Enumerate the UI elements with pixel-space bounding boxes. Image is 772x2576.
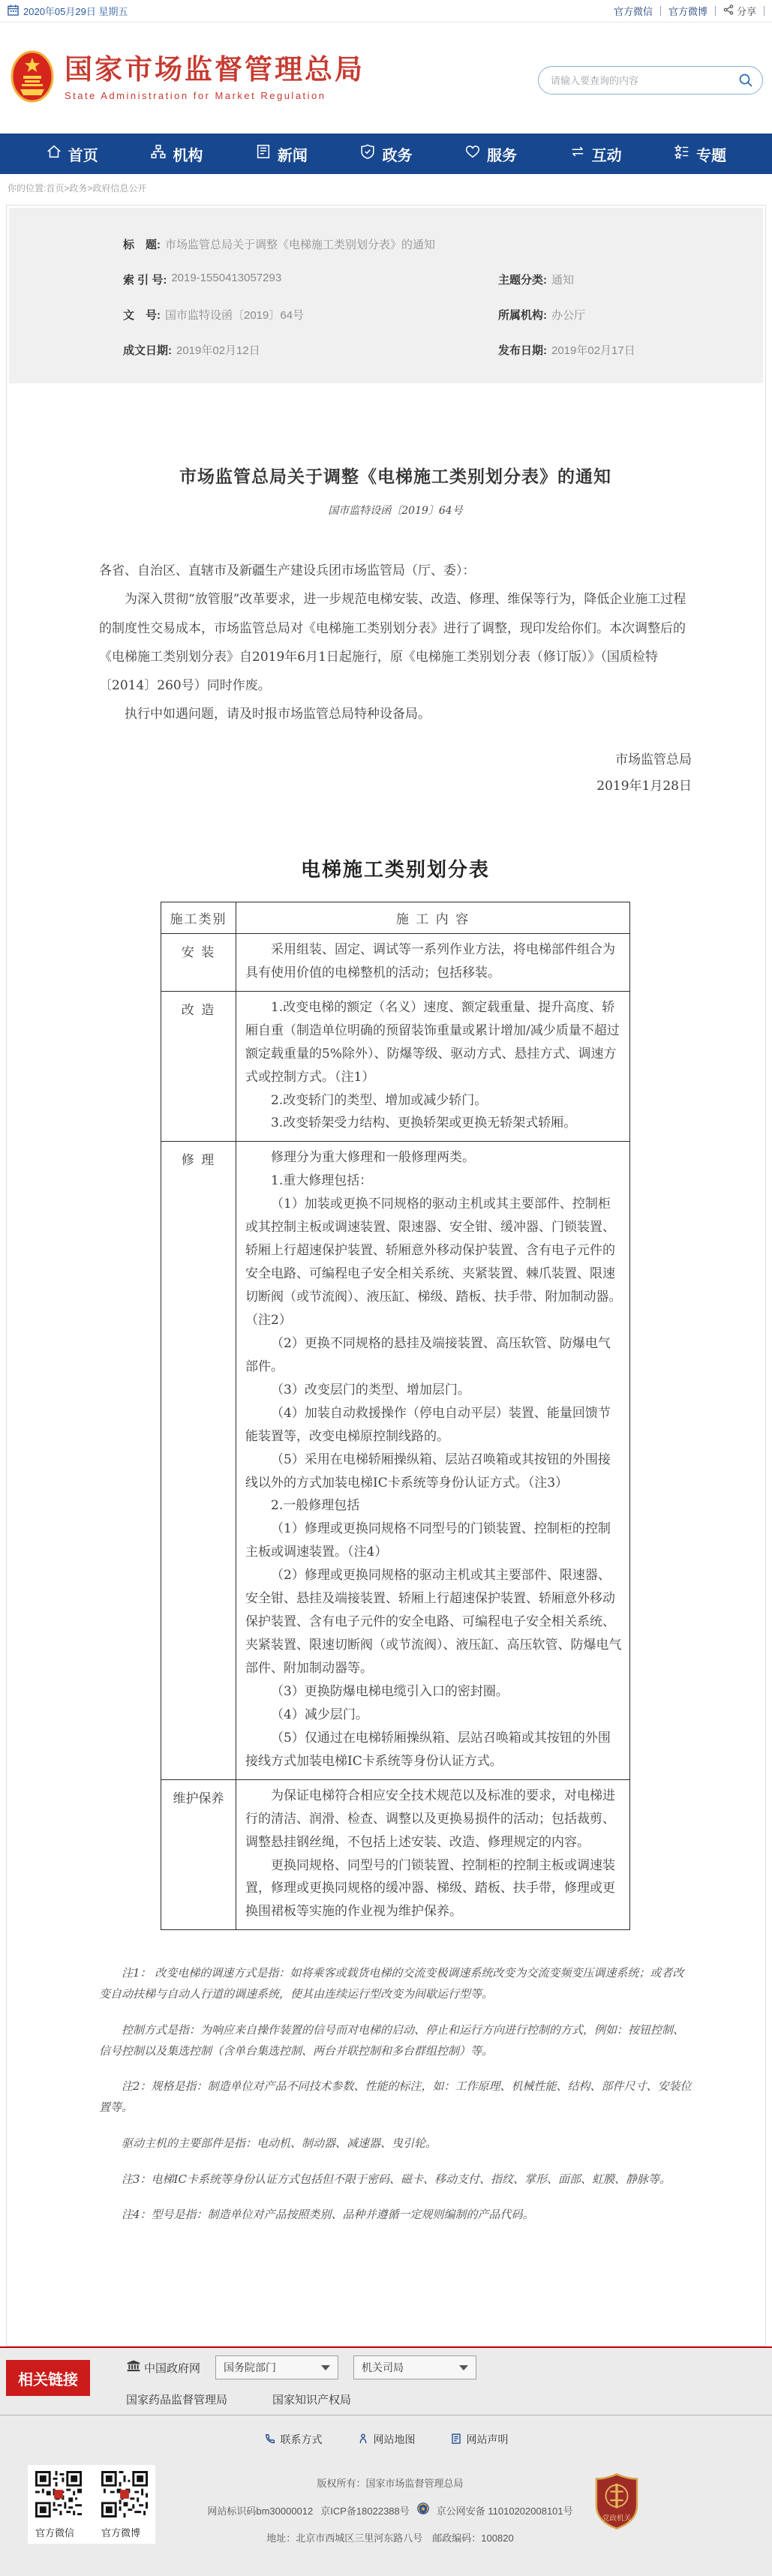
- copyright-block: [195, 2475, 585, 2557]
- row-category: 维护保养: [161, 1779, 236, 1930]
- nav-item-news[interactable]: 新闻: [255, 143, 308, 165]
- table-header-row: [161, 902, 630, 933]
- doc-paragraph: 为深入贯彻“放管服”改革要求，进一步规范电梯安装、改造、修理、维保等行为，降低企业施工过程的制度性交易成本，市场监管总局对《电梯施工类别划分表》进行了调整，现印发给你们。本次调整后的《电梯施工类别划分表》自2019年6月1日起施行，原《电梯施工类别划分表（修订版）》（国质检特〔2014〕260号）同时作废。: [99, 592, 686, 693]
- col-header-content: 施 工 内 容: [236, 902, 630, 933]
- gov-building-icon: [126, 2360, 141, 2375]
- row-content: 采用组装、固定、调试等一系列作业方法，将电梯部件组合为具有使用价值的电梯整机的活动；包括移装。: [236, 933, 630, 991]
- row-content: 1.改变电梯的额定（名义）速度、额定载重量、提升高度、轿厢自重（制造单位明确的预留装饰重量或累计增加/减少质量不超过额定载重量的5%除外）、防爆等级、驱动方式、悬挂方式、调速方式或控制方式。（注1） 2.改变轿门的类型、增加或减少轿门。 3.改变轿架受力结构、更换轿架或更换无轿架式轿厢。: [236, 991, 630, 1142]
- table-row: [161, 1779, 630, 1930]
- qr-code-image: [101, 2471, 148, 2517]
- table-row: [161, 991, 630, 1142]
- weibo-link[interactable]: 官方微博: [668, 6, 707, 17]
- search-input[interactable]: [551, 75, 738, 86]
- arrows-icon: [569, 143, 586, 164]
- nav-item-topics[interactable]: 专题: [674, 143, 726, 165]
- home-icon: [46, 143, 62, 164]
- heart-icon: [464, 143, 481, 164]
- signature-date: 2019年1月28日: [596, 779, 692, 794]
- date-display: [8, 4, 128, 18]
- content-box: [6, 205, 766, 2346]
- star-list-icon: [674, 143, 690, 164]
- doc-paragraph: 执行中如遇问题，请及时报市场监管总局特种设备局。: [125, 707, 431, 722]
- map-pin-icon: [357, 2433, 369, 2447]
- qr-code-image: [35, 2471, 82, 2517]
- search-icon[interactable]: [738, 73, 753, 88]
- nav-item-interact[interactable]: 互动: [569, 143, 622, 165]
- note: 注4：型号是指：制造单位对产品按照类别、品种并遵循一定规则编制的产品代码。: [122, 2208, 534, 2222]
- meta-written-value: 2019年02月12日: [176, 344, 260, 357]
- meta-category-label: 主题分类:: [498, 274, 547, 287]
- site-search: [538, 66, 763, 95]
- meta-org-value: 办公厅: [551, 309, 586, 322]
- note: 注1： 改变电梯的调速方式是指：如将乘客或载货电梯的交流变极调速系统改变为交流变频变压调速系统；或者改变自动扶梯与自动人行道的调速系统，使其由连续运行型改变为间歇运行型等。: [99, 1966, 684, 2001]
- document-number: 国市监特设函〔2019〕64号: [328, 505, 463, 517]
- dropdown-state-council[interactable]: 国务院部门: [215, 2355, 338, 2379]
- meta-index-value: 2019-1550413057293: [171, 272, 282, 284]
- meta-pub-value: 2019年02月17日: [551, 344, 635, 357]
- divider: [660, 6, 661, 16]
- contact-link[interactable]: 联系方式: [264, 2432, 323, 2447]
- row-category: 改 造: [161, 991, 236, 1142]
- meta-docnum-value: 国市监特设函〔2019〕64号: [165, 309, 305, 322]
- site-brand: [65, 55, 365, 101]
- row-category: 安 装: [161, 933, 236, 991]
- site-subtitle: State Administration for Market Regulation: [65, 89, 326, 101]
- site-footer: [0, 2346, 772, 2576]
- news-icon: [255, 143, 272, 164]
- note: 控制方式是指：为响应来自操作装置的信号而对电梯的启动、停止和运行方向进行控制的方式，例如：按钮控制、信号控制以及集选控制（含单台集选控制、两台并联控制和多台群组控制）等。: [99, 2022, 685, 2058]
- row-content: 为保证电梯符合相应安全技术规范以及标准的要求，对电梯进行的清洁、润滑、检查、调整以及更换易损件的活动；包括裁剪、调整悬挂钢丝绳，不包括上述安装、改造、修理规定的内容。 更换同规格、同型号的门锁装置、控制柜的控制主板或调速装置，修理或更换同规格的缓冲器、梯级、踏板、扶手带，修理或更换围裙板等实施的作业视为维护保养。: [236, 1779, 630, 1930]
- icp-number[interactable]: 京ICP备18022388号: [320, 2505, 410, 2517]
- link-cnipa[interactable]: 国家知识产权局: [272, 2394, 352, 2407]
- nav-item-home[interactable]: 首页: [46, 143, 98, 165]
- signature-block: [99, 747, 692, 800]
- dropdown-bureaus[interactable]: 机关司局: [353, 2355, 476, 2379]
- related-links-badge[interactable]: 相关链接: [6, 2360, 90, 2396]
- site-header: [0, 23, 772, 134]
- row-category: 修 理: [161, 1142, 236, 1779]
- weibo-qr: [101, 2471, 148, 2539]
- document-meta-panel: [9, 208, 763, 383]
- table-row: [161, 1142, 630, 1779]
- share-button[interactable]: 分享: [723, 4, 756, 18]
- police-badge-icon: [417, 2502, 429, 2517]
- related-links-section: [0, 2348, 772, 2415]
- copyright-line: 版权所有：国家市场监督管理总局: [317, 2478, 464, 2490]
- chevron-down-icon: [459, 2365, 468, 2370]
- table-row: [161, 933, 630, 991]
- meta-index-label: 索 引 号:: [123, 274, 167, 287]
- document-icon: [450, 2433, 462, 2447]
- qr-code-panel: [28, 2465, 155, 2544]
- note: 驱动主机的主要部件是指：电动机、制动器、减速器、曳引轮。: [122, 2136, 437, 2150]
- weibo-qr-label: 官方微博: [101, 2527, 141, 2539]
- gov-badge-label: 党政机关: [602, 2514, 632, 2523]
- site-code: 网站标识码bm30000012: [207, 2505, 314, 2517]
- document-body: [9, 463, 763, 2226]
- top-utility-bar: [0, 0, 772, 23]
- gov-shield-badge[interactable]: [595, 2472, 638, 2533]
- note: 注2：规格是指：制造单位对产品不同技术参数、性能的标注，如：工作原理、机械性能、结构、部件尺寸、安装位置等。: [99, 2079, 692, 2115]
- statement-link[interactable]: 网站声明: [450, 2432, 509, 2447]
- construction-category-table: [161, 902, 630, 1930]
- chevron-down-icon: [321, 2365, 330, 2370]
- meta-pub-label: 发布日期:: [498, 344, 547, 357]
- org-chart-icon: [150, 143, 167, 164]
- breadcrumb[interactable]: 你的位置:首页>政务>政府信息公开: [8, 183, 147, 194]
- address-line: 地址：北京市西城区三里河东路八号 邮政编码：100820: [266, 2532, 514, 2544]
- phone-icon: [264, 2433, 276, 2447]
- nav-item-service[interactable]: 服务: [464, 143, 517, 165]
- wechat-link[interactable]: 官方微信: [613, 6, 653, 17]
- main-nav: [0, 134, 772, 174]
- nav-item-gov[interactable]: 政务: [359, 143, 412, 165]
- share-icon: [723, 5, 734, 17]
- col-header-category: 施工类别: [161, 902, 236, 933]
- calendar-icon: [8, 5, 19, 18]
- police-number[interactable]: 京公网安备 11010202008101号: [436, 2505, 573, 2517]
- doc-paragraph: 各省、自治区、直辖市及新疆生产建设兵团市场监管局（厅、委）：: [99, 563, 476, 578]
- meta-category-value: 通知: [551, 274, 575, 287]
- sitemap-link[interactable]: 网站地图: [357, 2432, 416, 2447]
- current-date: 2020年05月29日 星期五: [23, 6, 128, 17]
- link-nmpa[interactable]: 国家药品监督管理局: [126, 2394, 228, 2407]
- nav-item-org[interactable]: 机构: [150, 143, 203, 165]
- document-notes: [99, 1963, 692, 2226]
- wechat-qr: [35, 2471, 82, 2539]
- note: 注3：电梯IC卡系统等身份认证方式包括但不限于密码、磁卡、移动支付、指纹、掌形、面部、虹膜、静脉等。: [122, 2172, 671, 2186]
- table-title: 电梯施工类别划分表: [300, 857, 490, 881]
- meta-title-value: 市场监管总局关于调整《电梯施工类别划分表》的通知: [165, 239, 436, 251]
- meta-written-label: 成文日期:: [123, 344, 172, 357]
- signature-org: 市场监管总局: [615, 752, 692, 767]
- national-emblem-icon: [11, 50, 54, 107]
- meta-title-label: 标 题:: [123, 239, 161, 251]
- meta-docnum-label: 文 号:: [123, 309, 161, 322]
- footer-lower-section: [0, 2415, 772, 2576]
- shield-icon: [359, 143, 376, 164]
- wechat-qr-label: 官方微信: [35, 2527, 75, 2539]
- site-title: 国家市场监督管理总局: [65, 54, 365, 86]
- meta-org-label: 所属机构:: [498, 309, 547, 322]
- row-content: 修理分为重大修理和一般修理两类。 1.重大修理包括： （1）加装或更换不同规格的驱动主机或其主要部件、控制柜或其控制主板或调速装置、限速器、安全钳、缓冲器、门锁装置、轿厢上行超速保护装置、轿厢意外移动保护装置、含有电子元件的安全电路、可编程电子安全相关系统、夹紧装置、棘爪装置、限速切断阀（或节流阀）、液压缸、梯级、踏板、扶手带、附加制动器。（注2） （2）更换不同规格的悬挂及端接装置、高压软管、防爆电气部件。 （3）改变层门的类型、增加层门。 （4）加装自动救援操作（停电自动平层）装置、能量回馈节能装置等，改变电梯原控制线路的。 （5）采用在电梯轿厢操纵箱、层站召唤箱或其按钮的外围接线以外的方式加装电梯IC卡系统等身份认证方式。（注3） 2.一般修理包括 （1）修理或更换同规格不同型号的门锁装置、控制柜的控制主板或调速装置。（注4） （2）修理或更换同规格的驱动主机或其主要部件、限速器、安全钳、悬挂及端接装置、轿厢上行超速保护装置、轿厢意外移动保护装置、含有电子元件的安全电路、可编程电子安全相关系统、夹紧装置、限速切断阀（或节流阀）、液压缸、高压软管、防爆电气部件、附加制动器等。 （3）更换防爆电梯电缆引入口的密封圈。 （4）减少层门。 （5）仅通过在电梯轿厢操纵箱、层站召唤箱或其按钮的外围接线方式加装电梯IC卡系统等身份认证方式。: [236, 1142, 630, 1779]
- document-title: 市场监管总局关于调整《电梯施工类别划分表》的通知: [179, 467, 611, 486]
- divider: [715, 6, 716, 16]
- gov-website-link[interactable]: 中国政府网: [126, 2360, 200, 2376]
